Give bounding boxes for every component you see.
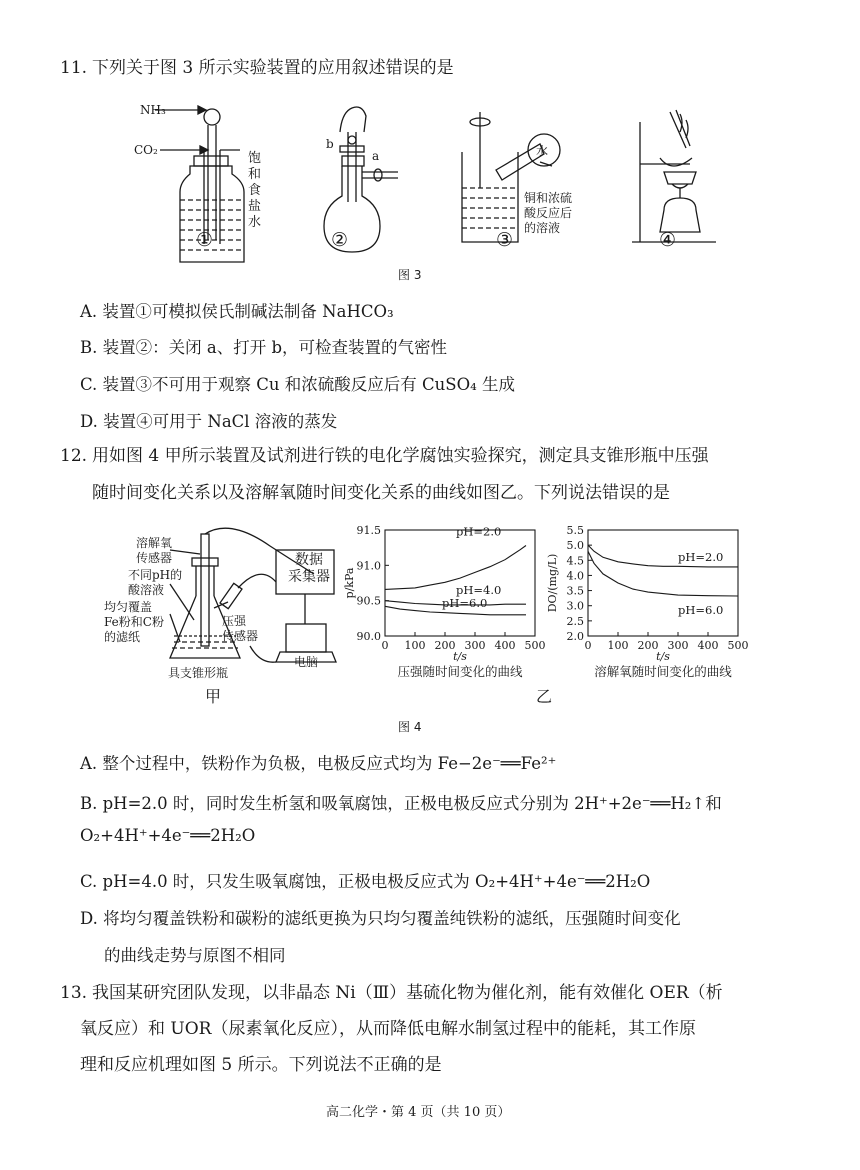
solution-label-0: 铜和浓硫 [524, 191, 573, 205]
page-footer: 高二化学・第 4 页（共 10 页） [326, 1105, 511, 1120]
q12-option-a: A. 整个过程中，铁粉作为负极，电极反应式均为 Fe−2e⁻══Fe²⁺ [80, 754, 557, 773]
yi-label: 乙 [536, 687, 553, 706]
x-tick-label: 100 [607, 639, 629, 652]
x-tick-label: 100 [404, 639, 426, 652]
q11-option-a: A. 装置①可模拟侯氏制碱法制备 NaHCO₃ [80, 302, 394, 321]
plot-frame [588, 530, 738, 636]
series-label: pH=6.0 [678, 603, 724, 618]
y-tick-label: 3.0 [566, 599, 584, 613]
q12-stem-line-2: 随时间变化关系以及溶解氧随时间变化关系的曲线如图乙。下列说法错误的是 [92, 483, 670, 503]
brine-label-4: 水 [248, 215, 262, 230]
x-tick-label: 300 [667, 639, 689, 652]
co2-label: CO₂ [134, 143, 158, 157]
brine-label-2: 食 [248, 183, 262, 198]
figure-4-caption: 图 4 [398, 720, 422, 734]
y-tick-label: 5.5 [566, 524, 584, 537]
x-tick-label: 200 [434, 639, 456, 652]
b-label: b [326, 137, 334, 151]
nh3-label: NH₃ [140, 103, 166, 117]
pressure-chart [343, 524, 546, 679]
series-label: pH=6.0 [442, 595, 488, 610]
x-axis-label: t/s [656, 650, 670, 663]
q13-stem-line-3: 理和反应机理如图 5 所示。下列说法不正确的是 [80, 1055, 442, 1075]
do-chart [546, 524, 749, 679]
q12-option-c: C. pH=4.0 时，只发生吸氧腐蚀，正极电极反应式为 O₂+4H⁺+4e⁻══2H₂O [80, 872, 651, 891]
q12-option-b: B. pH=2.0 时，同时发生析氢和吸氧腐蚀，正极电极反应式分别为 2H⁺+2e⁻══H₂↑和 [80, 794, 722, 813]
q11-stem: 下列关于图 3 所示实验装置的应用叙述错误的是 [92, 58, 454, 78]
y-tick-label: 5.0 [566, 539, 584, 553]
q12-number: 12. [60, 446, 88, 466]
y-axis-label: p/kPa [343, 567, 356, 599]
x-tick-label: 0 [381, 639, 389, 652]
brine-label-1: 和 [248, 167, 262, 182]
q11-option-c: C. 装置③不可用于观察 Cu 和浓硫酸反应后有 CuSO₄ 生成 [80, 375, 515, 394]
apparatus-1-number: ① [196, 229, 214, 251]
water-label: 水 [536, 144, 549, 158]
figure-3-caption: 图 3 [398, 268, 422, 282]
q12-option-d-cont: 的曲线走势与原图不相同 [104, 946, 286, 965]
x-tick-label: 500 [524, 639, 546, 652]
y-tick-label: 90.5 [356, 594, 381, 608]
apparatus-2-number: ② [331, 229, 349, 251]
a-label: a [372, 149, 380, 163]
y-tick-label: 4.5 [566, 554, 584, 568]
y-tick-label: 2.0 [566, 630, 584, 643]
apparatus-4-number: ④ [659, 229, 677, 251]
solution-label-1: 酸反应后 [524, 206, 573, 220]
x-tick-label: 400 [697, 639, 719, 652]
y-tick-label: 4.0 [566, 569, 584, 583]
q11-option-d: D. 装置④可用于 NaCl 溶液的蒸发 [80, 412, 338, 431]
x-tick-label: 400 [494, 639, 516, 652]
y-axis-label: DO/(mg/L) [546, 553, 559, 613]
computer-label: 电脑 [294, 655, 319, 669]
apparatus-4 [632, 110, 716, 242]
y-tick-label: 3.5 [566, 584, 584, 598]
acid-label: 不同pH的 酸溶液 [128, 568, 183, 597]
brine-label-0: 饱 [248, 151, 262, 166]
x-axis-label: t/s [453, 650, 467, 663]
y-tick-label: 90.0 [356, 630, 381, 643]
chart-title: 溶解氧随时间变化的曲线 [594, 664, 732, 679]
brine-label-3: 盐 [248, 199, 262, 214]
flask-label: 具支锥形瓶 [168, 666, 229, 680]
filter-paper-label: 均匀覆盖 Fe粉和C粉 的滤纸 [104, 600, 164, 644]
y-tick-label: 2.5 [566, 614, 584, 628]
series-label: pH=4.0 [456, 583, 502, 598]
q13-stem-line-1: 我国某研究团队发现，以非晶态 Ni（Ⅲ）基硫化物为催化剂，能有效催化 OER（析 [92, 983, 723, 1003]
collector-label: 数据 采集器 [288, 552, 330, 585]
solution-label-2: 的溶液 [524, 221, 561, 235]
pressure-sensor-label: 压强 传感器 [222, 614, 259, 643]
q12-stem-line-1: 用如图 4 甲所示装置及试剂进行铁的电化学腐蚀实验探究，测定具支锥形瓶中压强 [92, 446, 709, 466]
y-tick-label: 91.0 [356, 559, 381, 573]
q12-option-d: D. 将均匀覆盖铁粉和碳粉的滤纸更换为只均匀覆盖纯铁粉的滤纸，压强随时间变化 [80, 909, 681, 928]
q11-option-b: B. 装置②：关闭 a、打开 b，可检查装置的气密性 [80, 338, 448, 357]
do-sensor-label: 溶解氧 传感器 [136, 536, 173, 565]
x-tick-label: 500 [727, 639, 749, 652]
series-label: pH=2.0 [678, 549, 724, 564]
q12-option-b-cont: O₂+4H⁺+4e⁻══2H₂O [80, 826, 256, 845]
q13-number: 13. [60, 983, 88, 1003]
x-tick-label: 200 [637, 639, 659, 652]
figure-4-charts [340, 518, 760, 688]
x-tick-label: 300 [464, 639, 486, 652]
y-tick-label: 91.5 [356, 524, 381, 537]
series-label: pH=2.0 [456, 524, 502, 539]
q13-stem-line-2: 氧反应）和 UOR（尿素氧化反应），从而降低电解水制氢过程中的能耗，其工作原 [80, 1019, 696, 1039]
q11-number: 11. [60, 58, 88, 78]
chart-title: 压强随时间变化的曲线 [397, 664, 523, 679]
jia-label: 甲 [205, 687, 222, 706]
x-tick-label: 0 [584, 639, 592, 652]
apparatus-3-number: ③ [496, 229, 514, 251]
